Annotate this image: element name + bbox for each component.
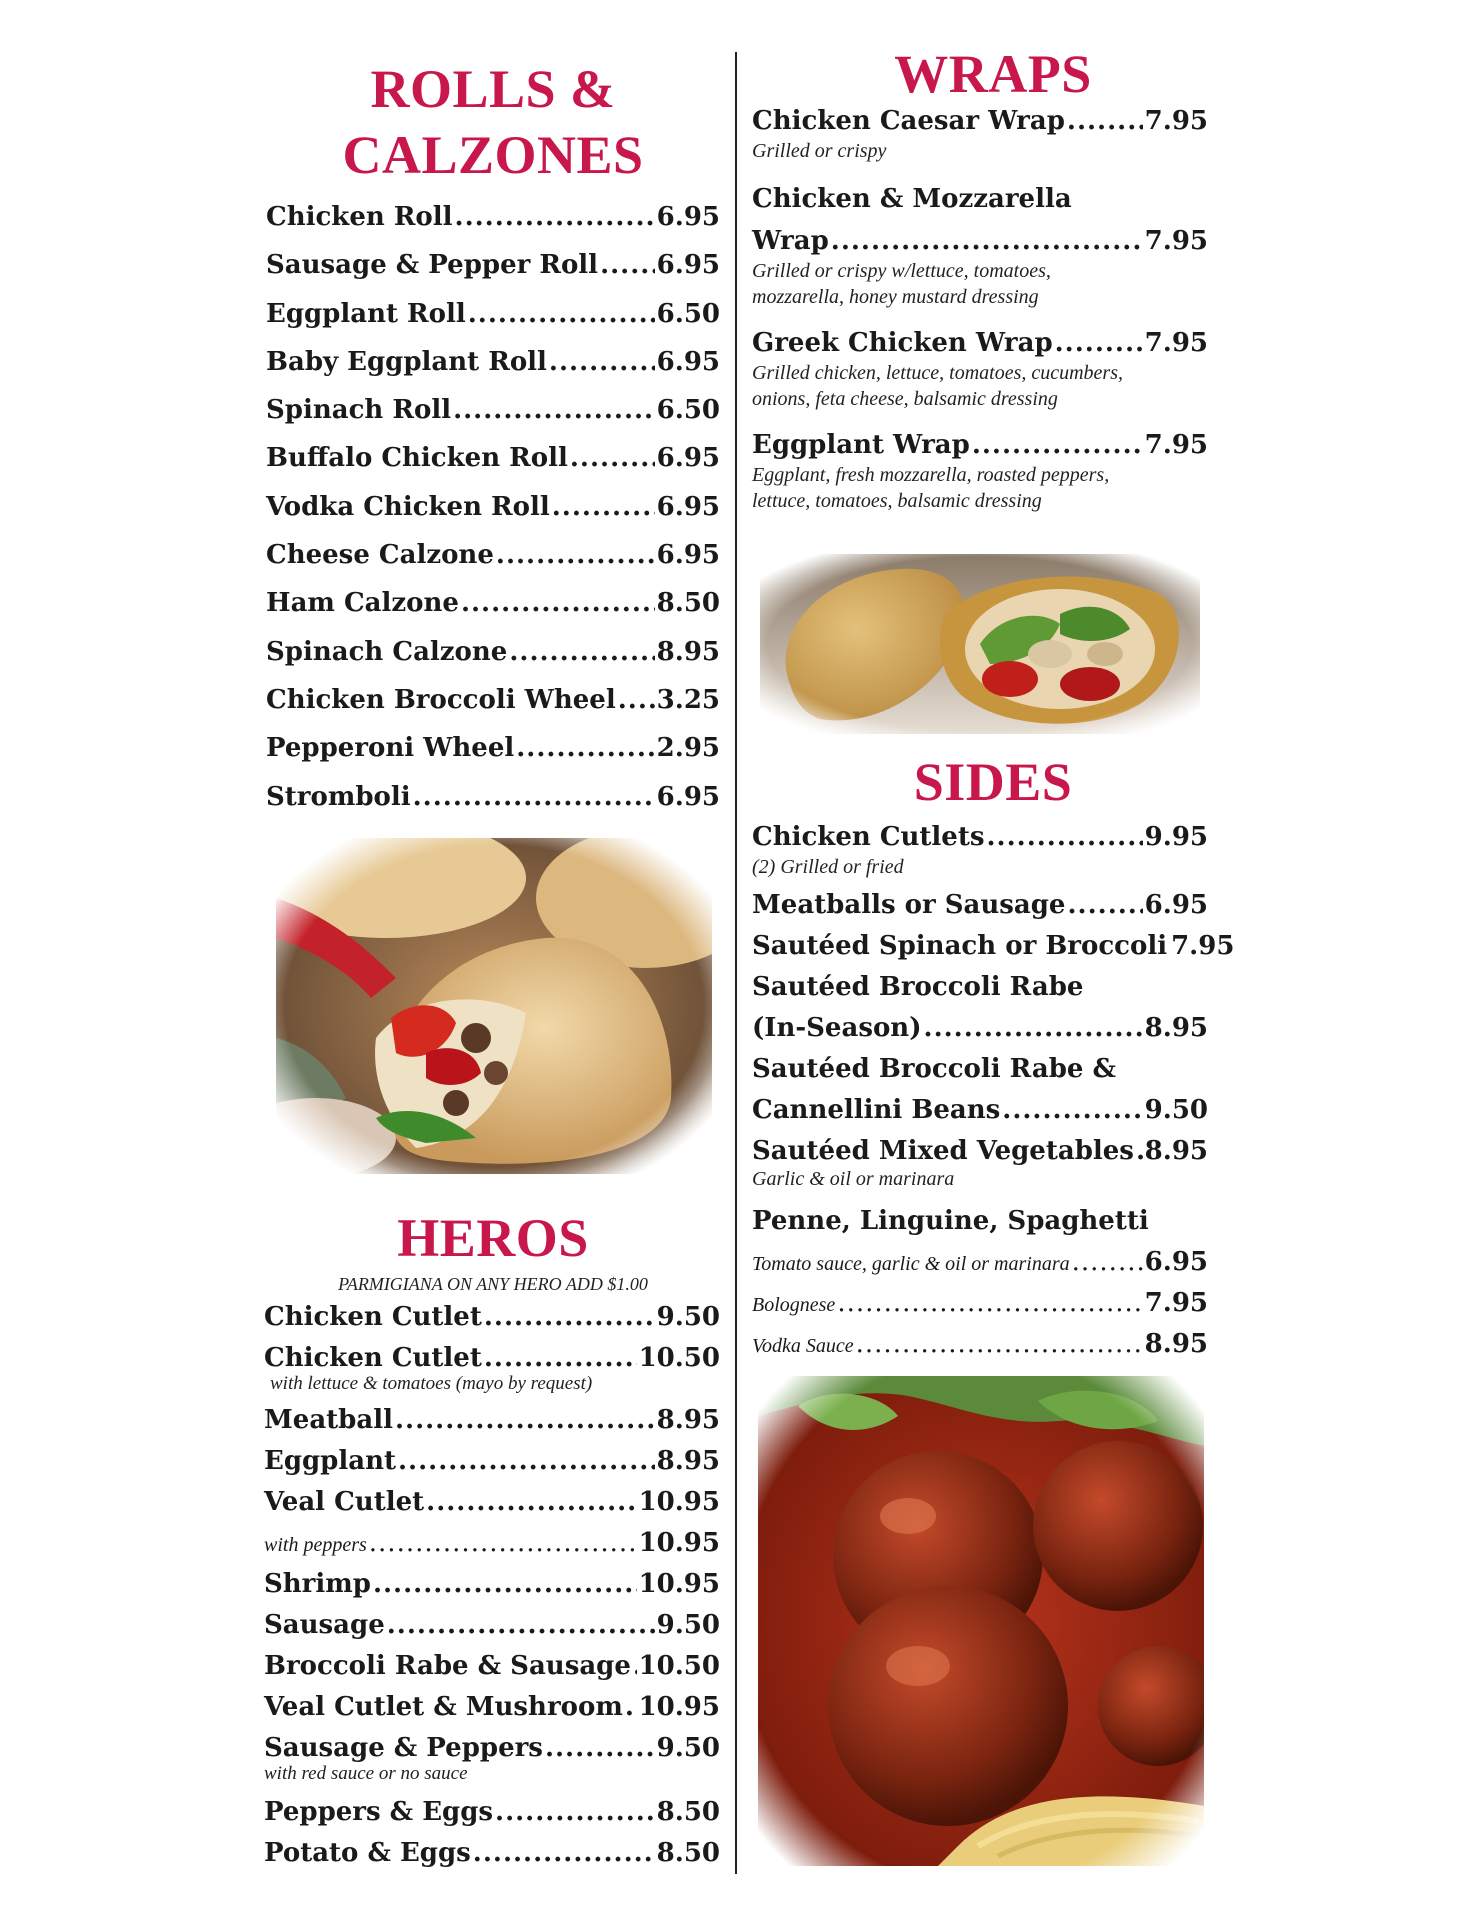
menu-item: Wrap ..... 7.95 [752,226,1208,258]
menu-item: Spinach Calzone ..... 8.95 [266,637,720,685]
menu-item: Cannellini Beans ..... 9.50 [752,1095,1208,1136]
menu-item: Meatballs or Sausage ..... 6.95 [752,890,1208,931]
menu-item: Ham Calzone ..... 8.50 [266,588,720,636]
rolls-title: ROLLS & CALZONES [342,59,644,185]
menu-item: Sausage ..... 9.50 [264,1610,720,1651]
menu-item: Broccoli Rabe & Sausage ..... 10.50 [264,1651,720,1692]
meatball-photo [758,1376,1204,1866]
menu-item-name: Sautéed Broccoli Rabe [752,972,1084,1002]
menu-item: Buffalo Chicken Roll ..... 6.95 [266,443,720,491]
column-divider [735,52,737,1874]
menu-item: Sautéed Spinach or Broccoli 7.95 [752,931,1235,961]
item-description: Grilled or crispy w/lettuce, tomatoes, [752,260,1051,282]
menu-item: Sautéed Mixed Vegetables ..... 8.95 [752,1136,1208,1166]
menu-item: Vodka Sauce ..... 8.95 [752,1329,1208,1370]
menu-item: Tomato sauce, garlic & oil or marinara ..... 6.95 [752,1247,1208,1288]
heros-list [264,1302,720,1879]
sides-title: SIDES [913,752,1073,812]
menu-item: Chicken Caesar Wrap ..... 7.95 [752,106,1208,138]
menu-item: Cheese Calzone ..... 6.95 [266,540,720,588]
menu-item: Baby Eggplant Roll ..... 6.95 [266,347,720,395]
wrap-photo [760,554,1200,734]
item-description: mozzarella, honey mustard dressing [752,286,1039,308]
item-description: with red sauce or no sauce [264,1763,468,1784]
menu-item: Bolognese ..... 7.95 [752,1288,1208,1329]
item-description: onions, feta cheese, balsamic dressing [752,388,1058,410]
heros-title: HEROS [397,1208,589,1268]
menu-item: Chicken Broccoli Wheel ..... 3.25 [266,685,720,733]
menu-item: Chicken Cutlets ..... 9.95 [752,822,1208,854]
sides-list [752,822,1235,1370]
item-description: (2) Grilled or fried [752,856,904,878]
menu-item: Veal Cutlet & Mushroom ..... 10.95 [264,1692,720,1733]
menu-item: Meatball ..... 8.95 [264,1405,720,1446]
menu-item: Peppers & Eggs ..... 8.50 [264,1797,720,1838]
menu-item: Stromboli ..... 6.95 [266,782,720,830]
menu-item: Pepperoni Wheel ..... 2.95 [266,733,720,781]
wraps-list [752,106,1208,514]
menu-item: Eggplant Roll ..... 6.50 [266,299,720,347]
menu-item: Potato & Eggs ..... 8.50 [264,1838,720,1879]
item-description: Grilled or crispy [752,140,887,162]
menu-item: Eggplant Wrap ..... 7.95 [752,430,1208,462]
item-description: Grilled chicken, lettuce, tomatoes, cucumbers, [752,362,1123,384]
menu-item: Chicken Cutlet ..... 10.50 [264,1343,720,1371]
menu-item-name: Sautéed Broccoli Rabe & [752,1054,1116,1084]
menu-item: Sausage & Pepper Roll ..... 6.95 [266,250,720,298]
calzone-photo [276,838,712,1174]
rolls-list [266,202,720,830]
menu-item: Sausage & Peppers ..... 9.50 [264,1733,720,1761]
menu-item-name: Chicken & Mozzarella [752,184,1072,214]
menu-item: Chicken Roll ..... 6.95 [266,202,720,250]
menu-item: Spinach Roll ..... 6.50 [266,395,720,443]
heros-note: PARMIGIANA ON ANY HERO ADD $1.00 [338,1274,648,1294]
item-description: Eggplant, fresh mozzarella, roasted peppers, [752,464,1110,486]
menu-item: Chicken Cutlet ..... 9.50 [264,1302,720,1343]
menu-item: with peppers ..... 10.95 [264,1528,720,1569]
menu-item: (In-Season) ..... 8.95 [752,1013,1208,1054]
menu-item: Veal Cutlet ..... 10.95 [264,1487,720,1528]
menu-item-name: Penne, Linguine, Spaghetti [752,1206,1149,1236]
item-description: Garlic & oil or marinara [752,1168,955,1190]
menu-item: Eggplant ..... 8.95 [264,1446,720,1487]
menu-item: Shrimp ..... 10.95 [264,1569,720,1610]
item-description: lettuce, tomatoes, balsamic dressing [752,490,1042,512]
item-description: with lettuce & tomatoes (mayo by request) [270,1373,593,1394]
wraps-title: WRAPS [894,44,1092,104]
menu-item: Vodka Chicken Roll ..... 6.95 [266,492,720,540]
menu-item: Greek Chicken Wrap ..... 7.95 [752,328,1208,360]
